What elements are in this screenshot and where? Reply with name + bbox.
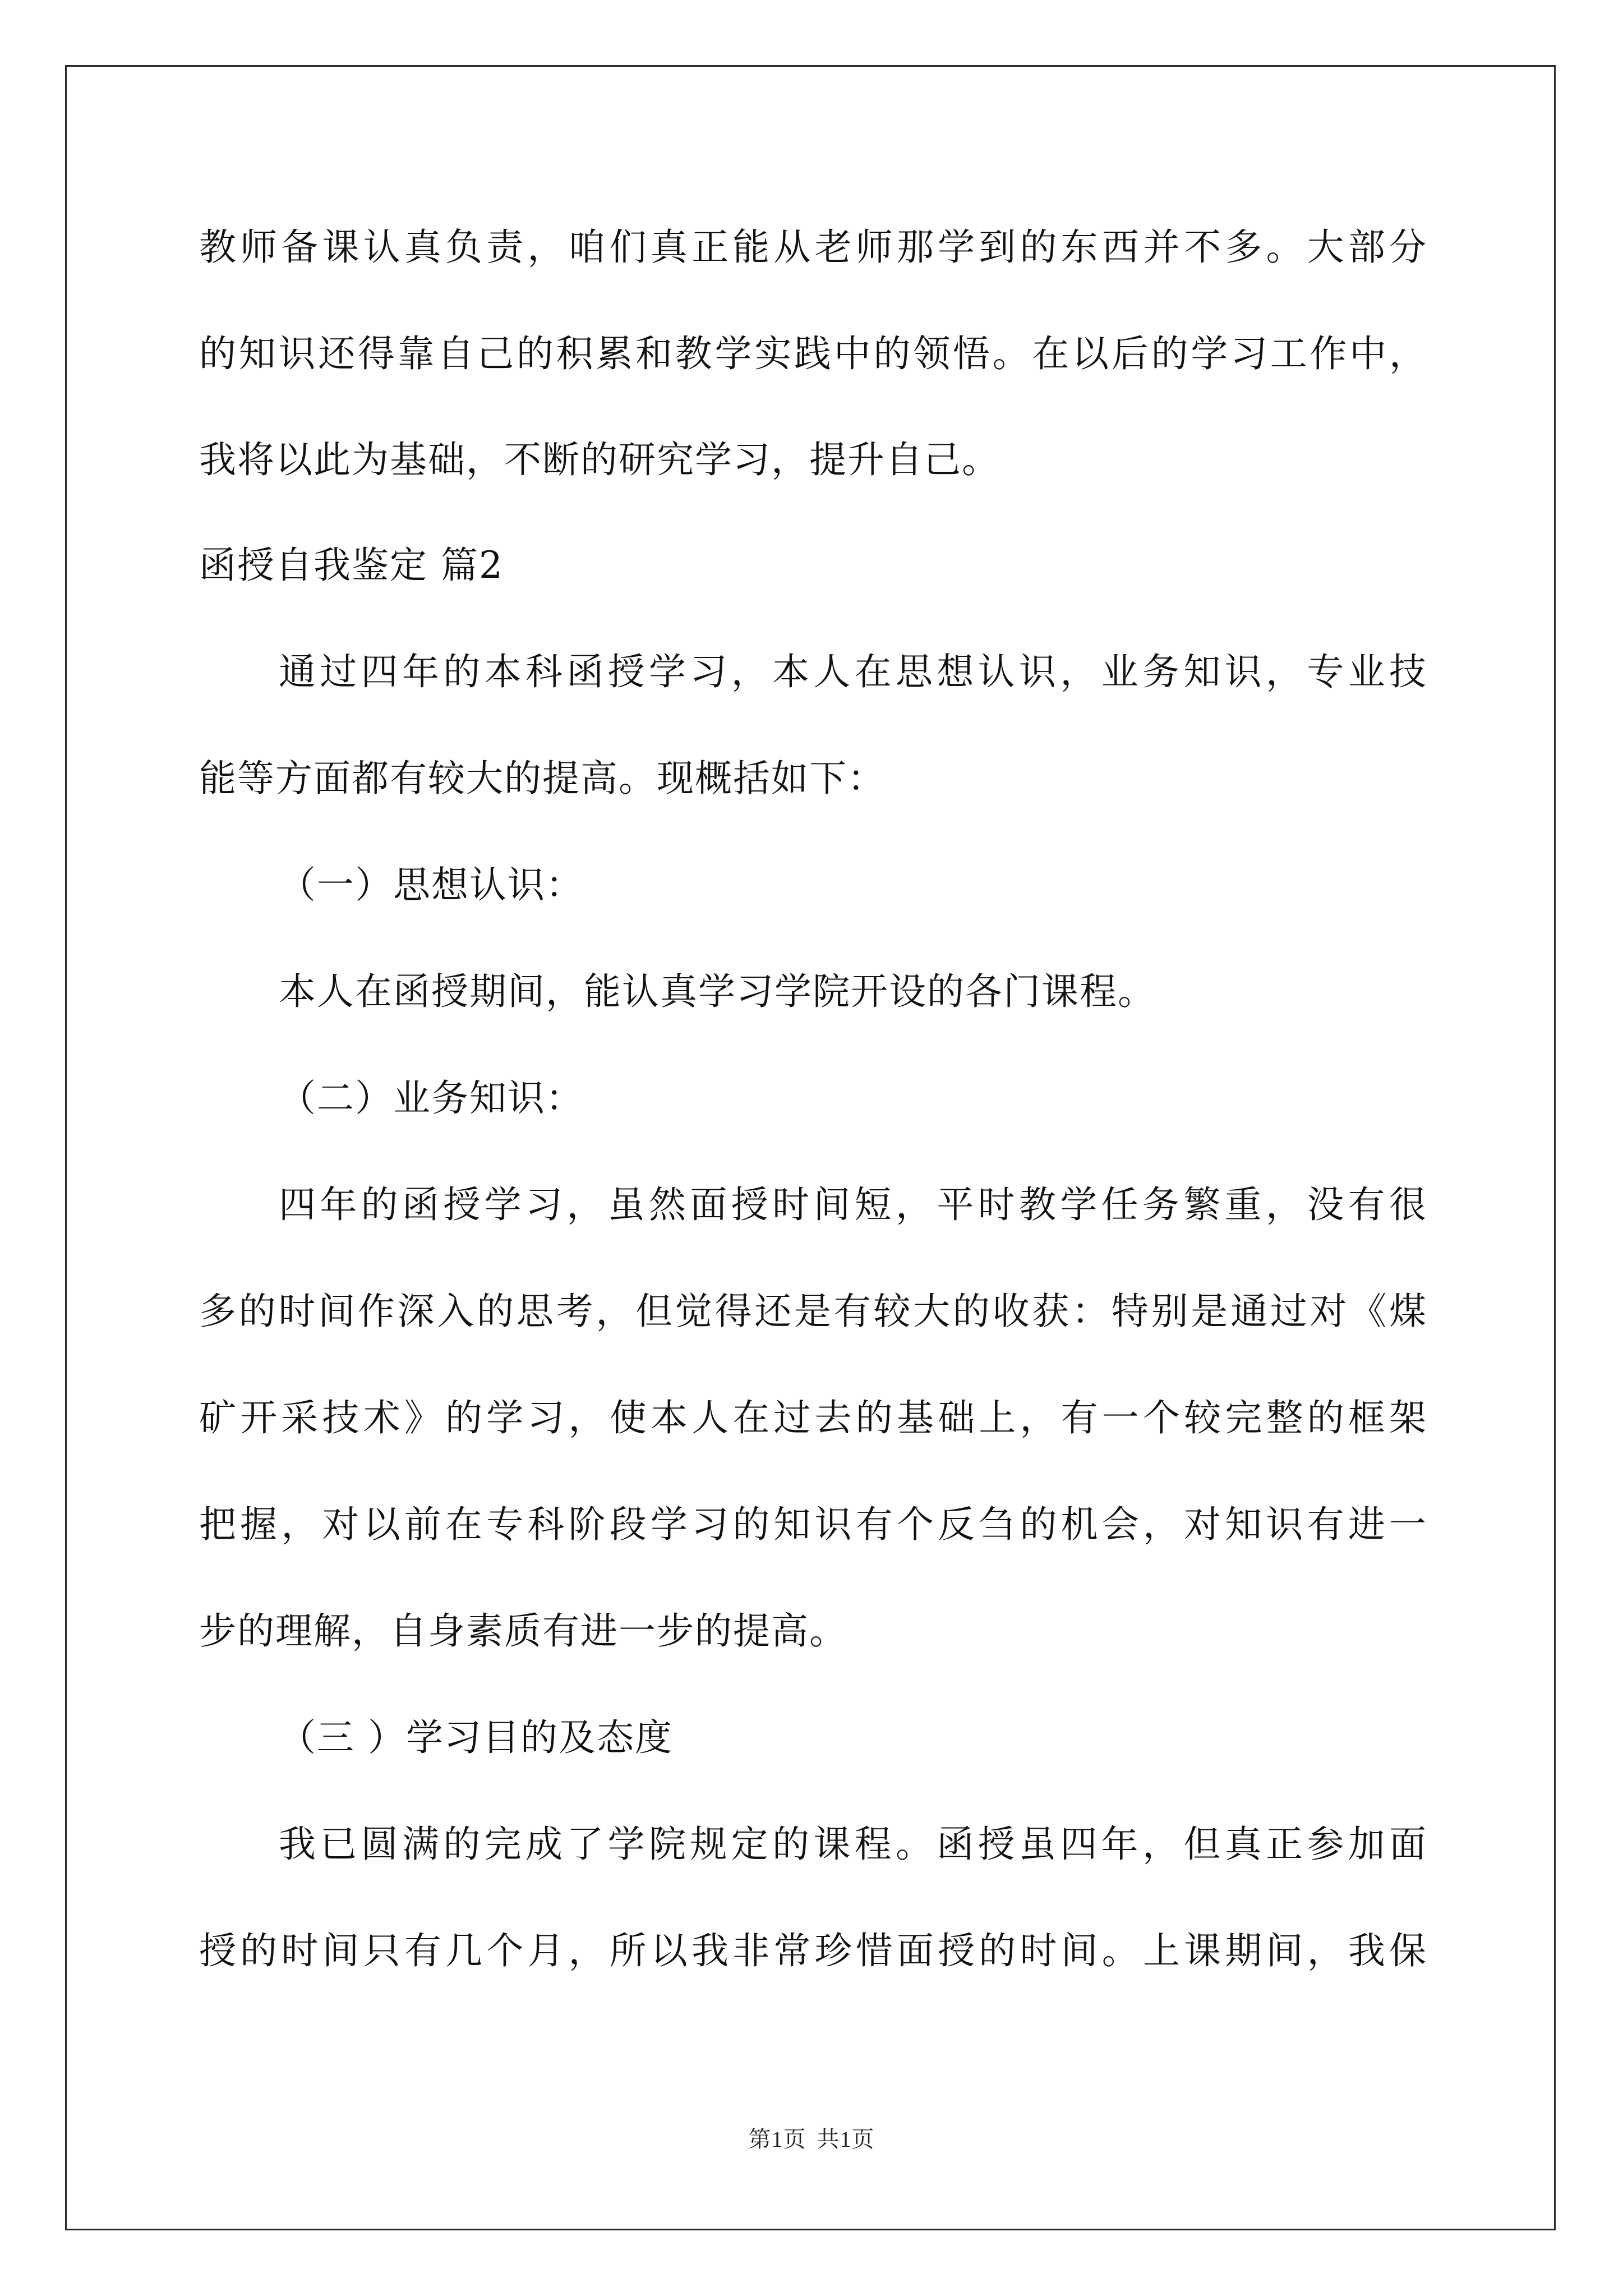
text-line: 把握，对以前在专科阶段学习的知识有个反刍的机会，对知识有进一 (199, 1503, 1427, 1546)
text-line: 多的时间作深入的思考，但觉得还是有较大的收获：特别是通过对《煤 (199, 1290, 1427, 1333)
page-footer (0, 2122, 1623, 2154)
text-line: 四年的函授学习，虽然面授时间短，平时教学任务繁重，没有很 (279, 1183, 1427, 1226)
text-line: 的知识还得靠自己的积累和教学实践中的领悟。在以后的学习工作中， (199, 332, 1427, 375)
section-heading: 函授自我鉴定 篇2 (199, 544, 504, 587)
page-border (65, 65, 1556, 2230)
page-number: 第1页 (748, 2127, 806, 2152)
subheading: （一）思想认识： (279, 863, 584, 907)
text-line: 通过四年的本科函授学习，本人在思想认识，业务知识，专业技 (279, 650, 1427, 693)
text-line: 矿开采技术》的学习，使本人在过去的基础上，有一个较完整的框架 (199, 1396, 1427, 1439)
subheading: （二）业务知识： (279, 1076, 584, 1120)
text-line: 授的时间只有几个月，所以我非常珍惜面授的时间。上课期间，我保 (199, 1929, 1427, 1972)
text-line: 教师备课认真负责，咱们真正能从老师那学到的东西并不多。大部分 (199, 226, 1427, 269)
text-line: 我将以此为基础，不断的研究学习，提升自己。 (199, 438, 1000, 481)
text-line: 能等方面都有较大的提高。现概括如下： (199, 757, 886, 800)
page-total: 共1页 (817, 2127, 875, 2152)
subheading: （三 ）学习目的及态度 (279, 1716, 673, 1759)
text-line: 我已圆满的完成了学院规定的课程。函授虽四年，但真正参加面 (279, 1823, 1427, 1866)
text-line: 本人在函授期间，能认真学习学院开设的各门课程。 (279, 970, 1156, 1013)
text-line: 步的理解，自身素质有进一步的提高。 (199, 1609, 847, 1653)
